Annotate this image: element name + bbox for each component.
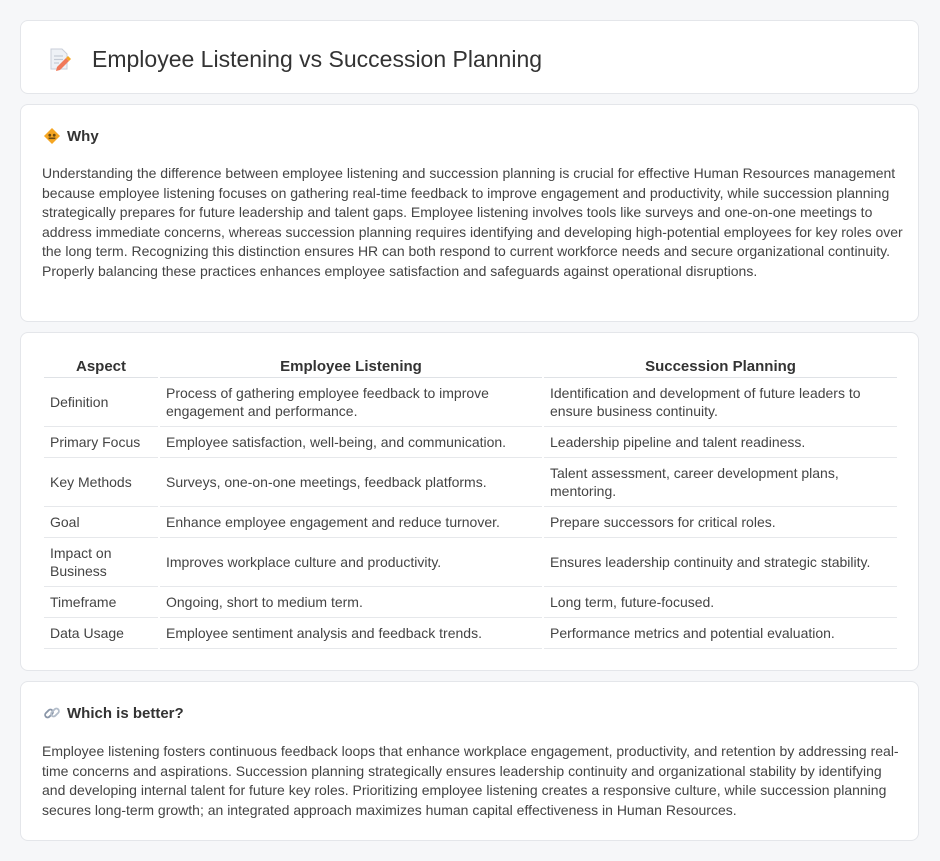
table-cell: Definition [44,378,158,427]
link-icon [43,704,61,722]
which-is-better-paragraph: Employee listening fosters continuous feedback loops that enhance workplace engagement, productivity, and retention by addressing real-time concerns and aspirations. Succession planning strategically ensures leadership continuity and organizational stability by identifying and developing internal talent for future key roles. Prioritizing employee listening creates a responsive culture, while succession planning secures long-term growth; an integrated approach maximizes human capital effectiveness in Human Resources. [42,743,899,818]
table-cell: Timeframe [44,587,158,618]
document-pencil-icon [46,46,72,72]
table-row [44,587,897,618]
which-is-better-heading [43,704,184,722]
comparison-section [20,332,919,671]
table-cell: Talent assessment, career development plans, mentoring. [544,458,897,507]
comparison-table [42,353,899,649]
table-row [44,618,897,649]
table-cell: Ensures leadership continuity and strategic stability. [544,538,897,587]
table-cell: Identification and development of future leaders to ensure business continuity. [544,378,897,427]
table-cell: Ongoing, short to medium term. [160,587,542,618]
why-heading-label: Why [67,127,99,145]
table-header-row [44,353,897,378]
table-row [44,378,897,427]
table-cell: Data Usage [44,618,158,649]
why-section [20,104,919,322]
which-is-better-label: Which is better? [67,704,184,722]
table-row [44,458,897,507]
column-header-succession-planning: Succession Planning [544,353,897,378]
table-cell: Surveys, one-on-one meetings, feedback platforms. [160,458,542,507]
why-paragraph: Understanding the difference between employee listening and succession planning is crucial for effective Human Resources management because employee listening focuses on gathering real-time feedback to improve engagement and productivity, while succession planning strategically prepares for future leadership and talent gaps. Employee listening involves tools like surveys and one-on-one meetings to address immediate concerns, whereas succession planning requires identifying and developing high-potential employees for key roles over the long term. Recognizing this distinction ensures HR can both respond to current workforce needs and secure organizational continuity. Properly balancing these practices enhances employee satisfaction and safeguards against operational disruptions. [42,165,903,279]
table-cell: Improves workplace culture and productivity. [160,538,542,587]
table-row [44,427,897,458]
table-cell: Prepare successors for critical roles. [544,507,897,538]
table-cell: Long term, future-focused. [544,587,897,618]
table-cell: Process of gathering employee feedback to improve engagement and performance. [160,378,542,427]
table-cell: Leadership pipeline and talent readiness. [544,427,897,458]
table-cell: Impact on Business [44,538,158,587]
table-cell: Goal [44,507,158,538]
table-row [44,538,897,587]
table-cell: Key Methods [44,458,158,507]
table-row [44,507,897,538]
table-cell: Performance metrics and potential evaluation. [544,618,897,649]
which-is-better-section [20,681,919,841]
table-cell: Employee satisfaction, well-being, and communication. [160,427,542,458]
column-header-employee-listening: Employee Listening [160,353,542,378]
table-cell: Enhance employee engagement and reduce turnover. [160,507,542,538]
diamond-badge-icon [43,127,61,145]
page-title: Employee Listening vs Succession Planning [92,46,543,72]
why-heading [43,127,99,145]
header-card [20,20,919,94]
table-cell: Employee sentiment analysis and feedback trends. [160,618,542,649]
table-cell: Primary Focus [44,427,158,458]
column-header-aspect: Aspect [44,353,158,378]
